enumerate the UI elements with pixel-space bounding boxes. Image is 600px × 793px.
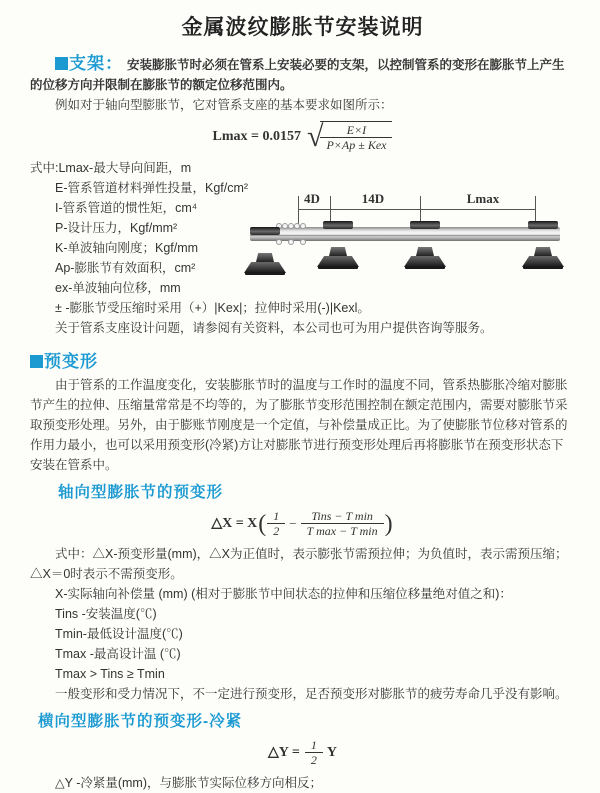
formula-delta-y-lhs: △Y = (268, 744, 300, 760)
support-saddle (329, 247, 347, 256)
minus-operator: − (289, 515, 297, 531)
formula-delta-y (30, 738, 575, 767)
formula-lmax-lhs: Lmax = 0.0157 (212, 128, 301, 144)
pipe-support (244, 227, 286, 277)
support-saddle (534, 247, 552, 256)
support-clamp (410, 221, 440, 229)
page-title: 金属波纹膨胀节安装说明 (181, 16, 424, 39)
section-square-icon (55, 57, 68, 70)
plus-minus-note: ± -膨胀节受压缩时采用（+）|Kex|；拉伸时采用(-)|Kexl。 (55, 301, 370, 315)
coil-icon (288, 239, 294, 245)
sqrt-symbol: √ (307, 119, 324, 153)
coil-icon (300, 223, 306, 229)
formula-lmax-denominator: P×Ap ± Kex (320, 137, 392, 152)
delta-x-explain: 式中：△X-预变形量(mm)，△X为正值时，表示膨张节需预拉伸；为负值时，表示需预压缩；△X＝0时表示不需预变形。 (30, 547, 568, 581)
support-clamp (250, 227, 280, 235)
preform-section-label: 预变形 (44, 352, 98, 371)
temp-numerator: Tins − T min (311, 509, 373, 523)
formula-delta-x-lhs: △X = X (211, 515, 258, 531)
formula-delta-y-rhs: Y (326, 744, 337, 760)
definition-line: 式中:Lmax-最大导向间距，m (30, 161, 192, 175)
temp-line-tmin: Tmin-最低设计温度(℃) (55, 627, 183, 641)
pipe-support (404, 221, 446, 271)
support-foot (318, 266, 358, 269)
support-foot (245, 272, 285, 275)
coil-icon (300, 239, 306, 245)
formula-delta-x (30, 509, 575, 538)
support-example-text: 例如对于轴向型膨胀节，它对管系支座的基本要求如图所示： (55, 98, 393, 112)
definition-line: E-管系管道材料弹性投量，Kgf/cm² (55, 181, 249, 195)
temp-line-tmax: Tmax -最高设计温 (℃) (55, 647, 181, 661)
service-note: 关于管系支座设计问题，请参阅有关资料，本公司也可为用户提供咨询等服务。 (55, 321, 493, 335)
support-section (30, 54, 575, 95)
x-definition: X-实际轴向补偿量 (mm) (相对于膨胀节中间状态的拉伸和压缩位移量绝对值之和)： (55, 587, 512, 601)
support-saddle (416, 247, 434, 256)
definition-line: Ap-膨胀节有效面积，cm² (55, 261, 196, 275)
delta-y-denominator: 2 (305, 752, 323, 767)
half-numerator: 1 (273, 509, 280, 523)
support-clamp (323, 221, 353, 229)
temp-denominator: T max − T min (301, 523, 384, 538)
support-foot (405, 266, 445, 269)
support-intro-text: 安装膨胀节时必须在管系上安装必要的支架，以控制管系的变形在膨胀节上产生的位移方向并限制在膨胀节的额定位移范围内。 (30, 58, 565, 92)
axial-note: 一般变形和受力情况下，不一定进行预变形，足否预变形对膨胀节的疲劳寿命几乎没有影响。 (55, 687, 568, 701)
preform-paragraph: 由于管系的工作温度变化，安装膨胀节时的温度与工作时的温度不同，管系热膨胀冷缩对膨胀节产生的拉伸、压缩量常常是不均等的，为了膨胀节变形范围控制在额定范围内，需要对膨胀节采取预变形处理。另外，由于膨账节刚度是一个定值，与补偿量成正比。为了使膨胀节位移对管系的作用力最小，也可以采用预变形(冷紧)方让对膨胀节进行预变形处理后再将膨胀节在预变形状态下安装在管系中。 (30, 378, 568, 472)
definition-line: ex-单波轴向位移，mm (55, 281, 181, 295)
formula-lmax (30, 121, 575, 152)
support-clamp (528, 221, 558, 229)
temp-line-tins: Tins -安装温度(℃) (55, 607, 157, 621)
dimension-line (298, 209, 535, 210)
dimension-tick (420, 196, 421, 224)
support-section-label: 支架： (69, 54, 123, 73)
lateral-subsection-title: 横向型膨胀节的预变形-冷紧 (38, 713, 243, 730)
lateral-note: △Y -冷紧量(mm)，与膨胀节实际位移方向相反； (55, 776, 323, 790)
half-fraction (267, 509, 285, 538)
dimension-tick (535, 196, 536, 224)
open-paren: ( (258, 510, 267, 537)
delta-y-numerator: 1 (310, 738, 317, 752)
definition-line: K-单波轴向刚度；Kgf/mm (55, 241, 199, 255)
delta-y-fraction (305, 738, 323, 767)
dim-label-14d: 14D (361, 191, 385, 206)
pipe-support-diagram (250, 192, 580, 297)
pipe-support (317, 221, 359, 271)
half-denominator: 2 (267, 523, 285, 538)
temp-relation: Tmax > Tins ≥ Tmin (55, 667, 165, 681)
definition-line: P-设计压力，Kgf/mm² (55, 221, 178, 235)
support-foot (523, 266, 563, 269)
formula-lmax-fraction (320, 121, 392, 152)
close-paren: ) (384, 510, 393, 537)
dim-label-lmax: Lmax (466, 191, 500, 206)
pipe-support (522, 221, 564, 271)
support-saddle (256, 253, 274, 262)
preform-section-heading (30, 352, 575, 373)
dim-label-4d: 4D (304, 191, 320, 206)
dimension-tick (298, 196, 299, 224)
dimension-tick (330, 196, 331, 224)
formula-lmax-numerator: E×I (346, 123, 367, 137)
temperature-fraction (301, 509, 384, 538)
axial-subsection-title: 轴向型膨胀节的预变形 (58, 484, 224, 501)
section-square-icon (30, 355, 43, 368)
definition-line: I-管系管道的惯性矩，cm⁴ (55, 201, 198, 215)
